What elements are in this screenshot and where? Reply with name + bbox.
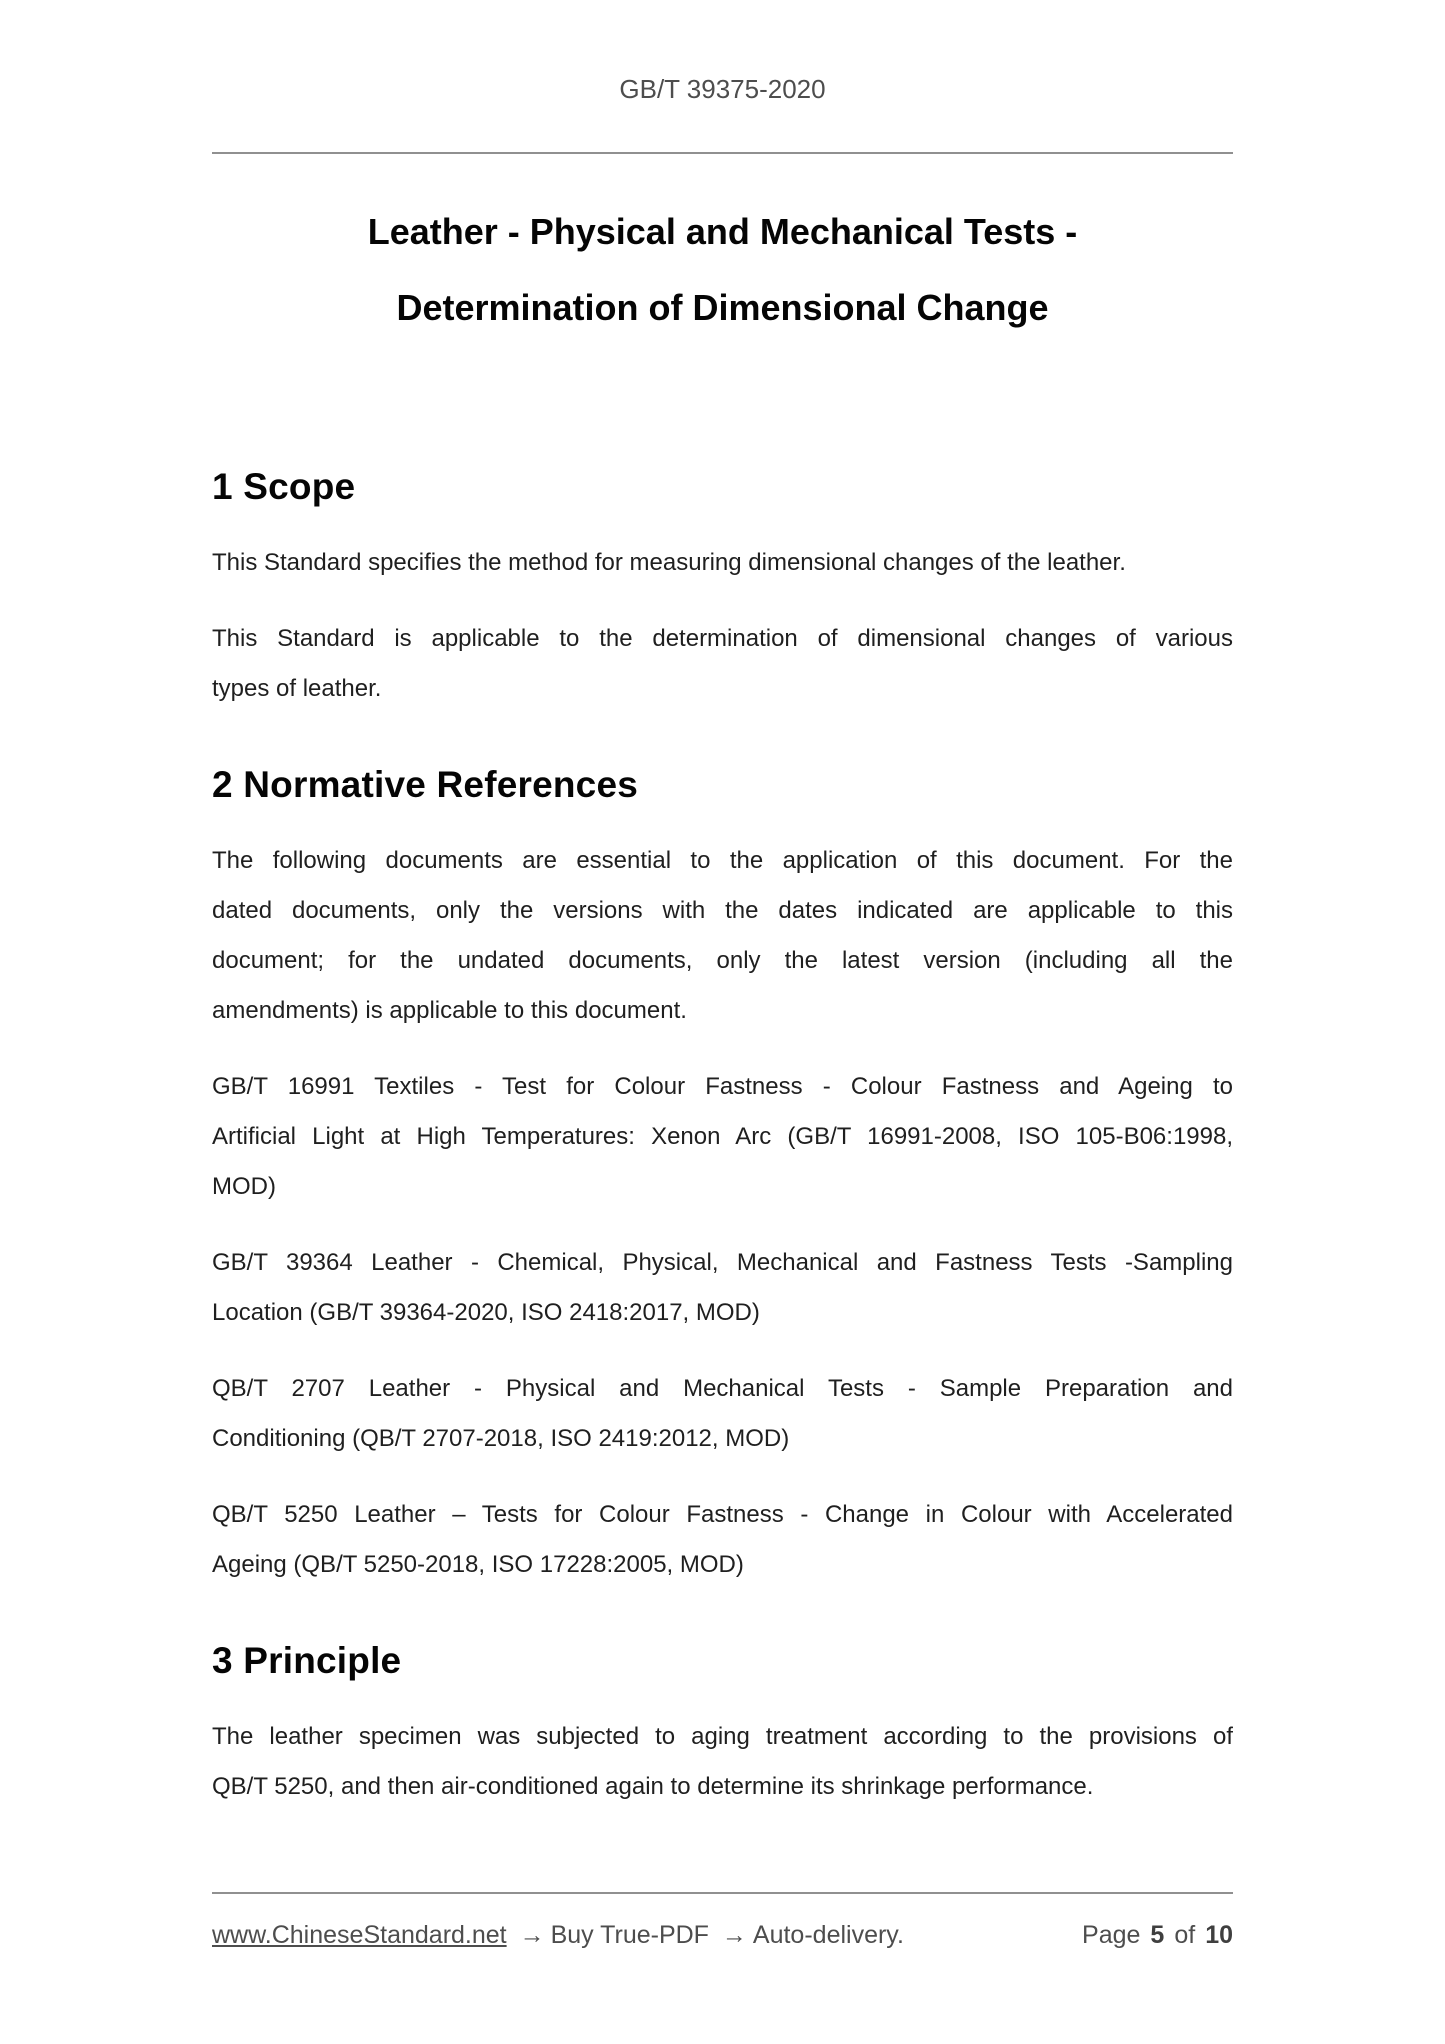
paragraph bbox=[212, 836, 1233, 1036]
paragraph bbox=[212, 1490, 1233, 1590]
text-line: GB/T 16991 Textiles - Test for Colour Fastness - Colour Fastness and Ageing to bbox=[212, 1073, 1233, 1100]
section-heading: 1 Scope bbox=[212, 466, 356, 507]
text-line: dated documents, only the versions with the dates indicated are applicable to this bbox=[212, 897, 1233, 924]
footer-delivery-text: Auto-delivery. bbox=[752, 1921, 904, 1949]
footer-website-link[interactable]: www.ChineseStandard.net bbox=[212, 1921, 507, 1949]
page-indicator bbox=[1072, 1918, 1233, 1952]
text-line: MOD) bbox=[212, 1173, 276, 1200]
page-of-label: of bbox=[1174, 1921, 1196, 1949]
page-total: 10 bbox=[1205, 1921, 1233, 1949]
text-line: The leather specimen was subjected to aging treatment according to the provisions of bbox=[212, 1723, 1233, 1750]
arrow-right-icon: → bbox=[519, 1921, 545, 1949]
paragraph bbox=[212, 1712, 1233, 1812]
sections bbox=[212, 462, 1233, 1812]
text-line: This Standard specifies the method for measuring dimensional changes of the leather. bbox=[212, 549, 1126, 576]
paragraph bbox=[212, 1238, 1233, 1338]
text-line: QB/T 5250, and then air-conditioned again to determine its shrinkage performance. bbox=[212, 1773, 1094, 1800]
text-line: QB/T 5250 Leather – Tests for Colour Fastness - Change in Colour with Accelerated bbox=[212, 1501, 1233, 1528]
footer-divider bbox=[212, 1892, 1233, 1894]
text-line: Location (GB/T 39364-2020, ISO 2418:2017, MOD) bbox=[212, 1299, 760, 1326]
paragraph bbox=[212, 614, 1233, 714]
paragraph bbox=[212, 1062, 1233, 1212]
arrow-right-icon: → bbox=[721, 1921, 747, 1949]
section-heading: 2 Normative References bbox=[212, 764, 638, 805]
text-line: document; for the undated documents, only the latest version (including all the bbox=[212, 947, 1233, 974]
paragraph bbox=[212, 538, 1233, 588]
text-line: This Standard is applicable to the determination of dimensional changes of various bbox=[212, 625, 1233, 652]
document-title-line-2: Determination of Dimensional Change bbox=[396, 287, 1049, 328]
text-line: Artificial Light at High Temperatures: Xenon Arc (GB/T 16991-2008, ISO 105-B06:1998, bbox=[212, 1123, 1233, 1150]
header-divider bbox=[212, 152, 1233, 154]
document-title-line-1: Leather - Physical and Mechanical Tests - bbox=[367, 211, 1078, 252]
footer-source bbox=[212, 1918, 904, 1952]
text-line: types of leather. bbox=[212, 675, 382, 702]
text-line: GB/T 39364 Leather - Chemical, Physical, Mechanical and Fastness Tests -Sampling bbox=[212, 1249, 1233, 1276]
section bbox=[212, 760, 1233, 1590]
text-line: Conditioning (QB/T 2707-2018, ISO 2419:2012, MOD) bbox=[212, 1425, 790, 1452]
section bbox=[212, 462, 1233, 714]
text-line: amendments) is applicable to this document. bbox=[212, 997, 687, 1024]
page-number: 5 bbox=[1150, 1921, 1165, 1949]
footer-buy-text: Buy True-PDF bbox=[550, 1921, 709, 1949]
page-footer bbox=[212, 1892, 1233, 2044]
text-line: QB/T 2707 Leather - Physical and Mechanical Tests - Sample Preparation and bbox=[212, 1375, 1233, 1402]
document-title bbox=[212, 194, 1233, 346]
text-line: The following documents are essential to the application of this document. For the bbox=[212, 847, 1233, 874]
text-line: Ageing (QB/T 5250-2018, ISO 17228:2005, MOD) bbox=[212, 1551, 744, 1578]
page-label: Page bbox=[1082, 1921, 1141, 1949]
paragraph bbox=[212, 1364, 1233, 1464]
header-standard-code: GB/T 39375-2020 bbox=[619, 74, 826, 104]
section-heading: 3 Principle bbox=[212, 1640, 402, 1681]
section bbox=[212, 1636, 1233, 1812]
